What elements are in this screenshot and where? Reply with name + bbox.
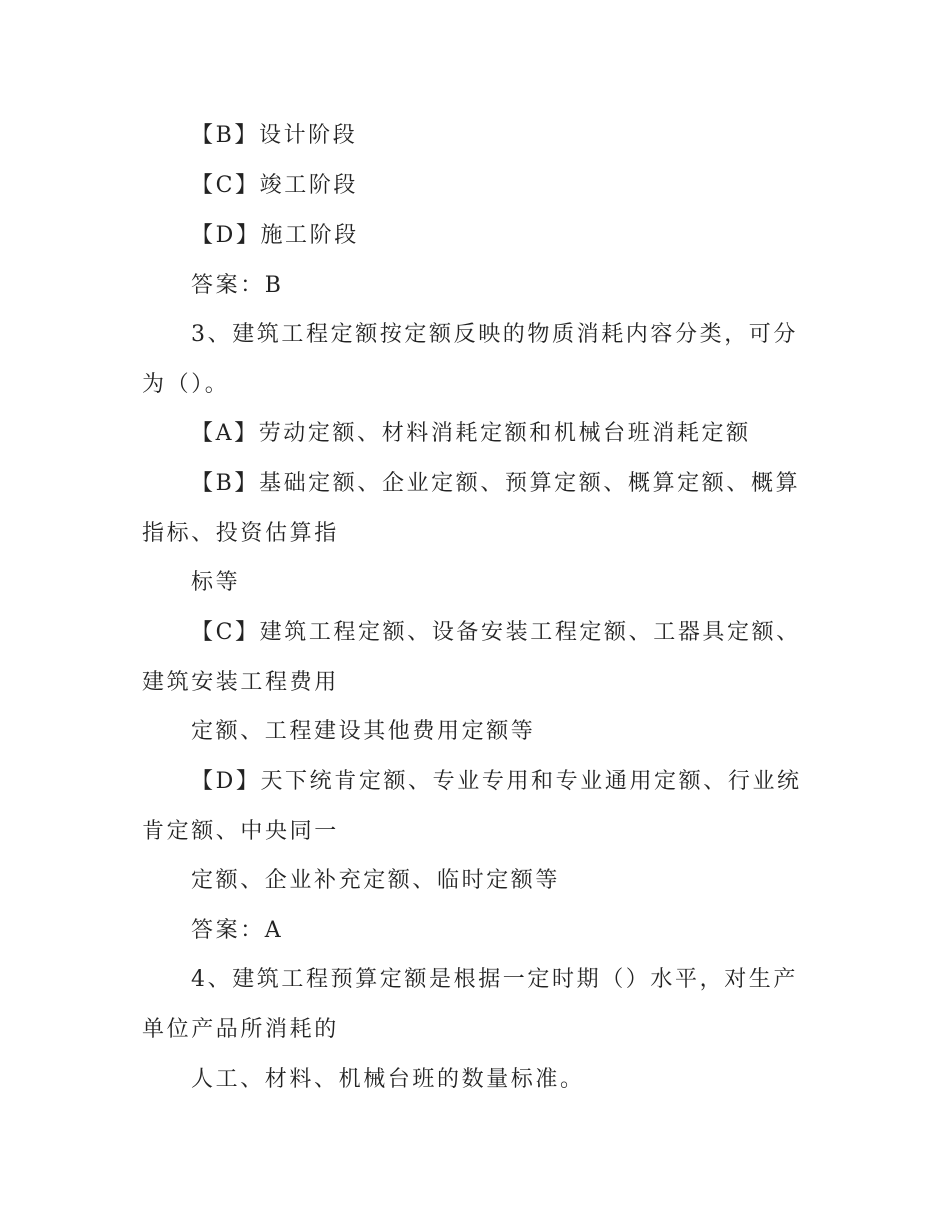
option-b-design-stage: 【B】设计阶段 <box>191 123 358 148</box>
question-4-line-1: 4、建筑工程预算定额是根据一定时期（）水平，对生产 <box>191 967 798 992</box>
answer-q3: 答案：A <box>191 918 284 943</box>
q3-option-c-line-1: 【C】建筑工程定额、设备安装工程定额、工器具定额、 <box>191 620 801 645</box>
option-d-construction-stage: 【D】施工阶段 <box>191 223 359 248</box>
q3-option-b-line-3: 标等 <box>191 570 241 595</box>
question-4-line-3: 人工、材料、机械台班的数量标准。 <box>191 1067 585 1092</box>
question-3-line-2: 为（）。 <box>142 372 230 397</box>
q3-option-c-line-3: 定额、工程建设其他费用定额等 <box>191 719 536 744</box>
q3-option-a: 【A】劳动定额、材料消耗定额和机械台班消耗定额 <box>191 421 751 446</box>
q3-option-d-line-1: 【D】天下统肯定额、专业专用和专业通用定额、行业统 <box>191 769 802 794</box>
answer-q2: 答案：B <box>191 273 284 298</box>
q3-option-c-line-2: 建筑安装工程费用 <box>142 670 339 695</box>
option-c-completion-stage: 【C】竣工阶段 <box>191 173 359 198</box>
q3-option-d-line-2: 肯定额、中央同一 <box>142 819 339 844</box>
question-4-line-2: 单位产品所消耗的 <box>142 1017 339 1042</box>
q3-option-b-line-1: 【B】基础定额、企业定额、预算定额、概算定额、概算 <box>191 471 801 496</box>
question-3-line-1: 3、建筑工程定额按定额反映的物质消耗内容分类，可分 <box>191 322 798 347</box>
q3-option-b-line-2: 指标、投资估算指 <box>142 521 339 546</box>
q3-option-d-line-3: 定额、企业补充定额、临时定额等 <box>191 868 561 893</box>
